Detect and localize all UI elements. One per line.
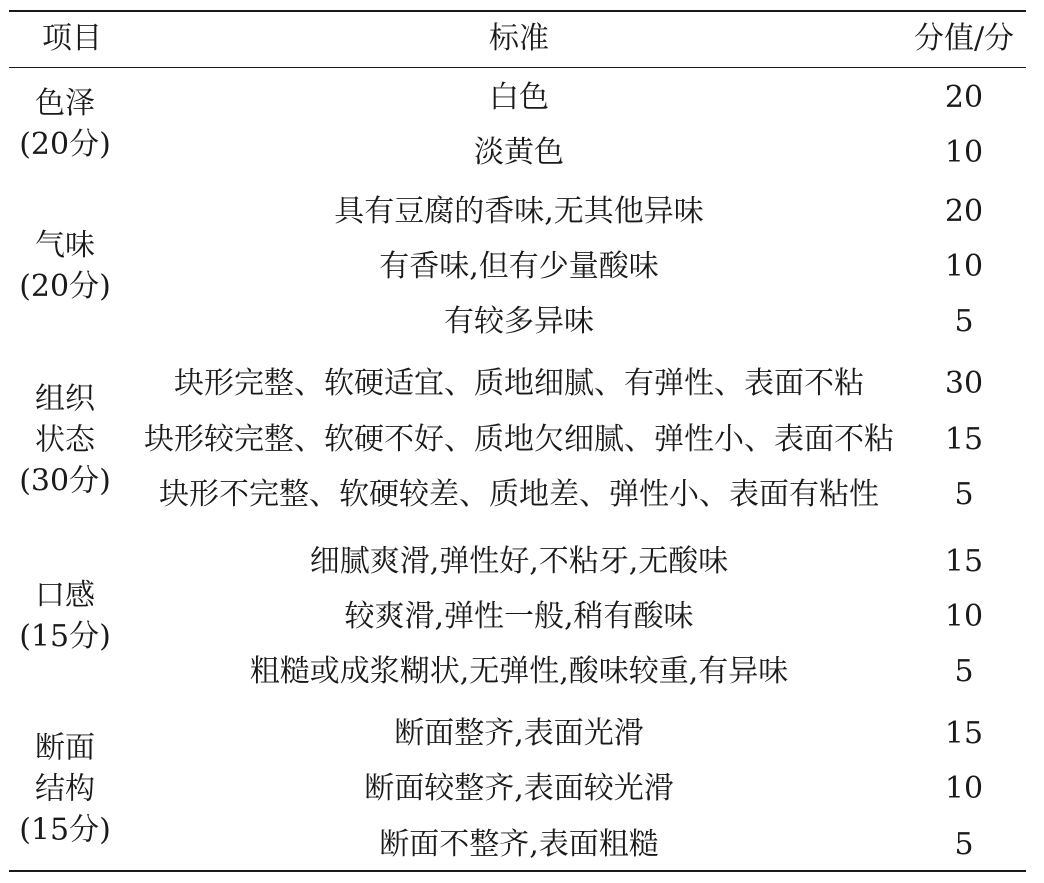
category-label: (15分)	[19, 812, 111, 848]
standard-cell: 具有豆腐的香味,无其他异味	[334, 194, 704, 229]
standard-cell: 细腻爽滑,弹性好,不粘牙,无酸味	[309, 544, 729, 579]
standard-cell: 断面不整齐,表面粗糙	[379, 827, 659, 862]
score-cell: 5	[954, 304, 974, 339]
score-cell: 10	[944, 249, 984, 284]
category-label: 状态	[35, 422, 95, 458]
standard-cell: 淡黄色	[474, 135, 564, 170]
score-cell: 20	[944, 80, 984, 115]
standard-cell: 有较多异味	[444, 304, 594, 339]
category-cell	[19, 379, 111, 502]
category-label: (20分)	[19, 269, 111, 304]
standard-cell: 断面整齐,表面光滑	[394, 716, 644, 751]
category-label: 组织	[35, 381, 95, 417]
score-cell: 20	[944, 194, 984, 229]
category-label: 断面	[35, 730, 95, 766]
score-cell: 30	[944, 366, 984, 401]
score-cell: 10	[944, 135, 984, 170]
header-standard: 标准	[489, 21, 549, 56]
score-cell: 5	[954, 827, 974, 862]
header-item: 项目	[42, 21, 102, 56]
score-cell: 15	[944, 544, 984, 579]
header-rule	[9, 67, 1026, 68]
top-rule	[9, 10, 1026, 12]
score-cell: 5	[954, 654, 974, 689]
category-label: (30分)	[19, 463, 111, 499]
standard-cell: 粗糙或成浆糊状,无弹性,酸味较重,有异味	[249, 654, 789, 689]
score-cell: 10	[944, 599, 984, 634]
category-cell	[19, 83, 111, 165]
category-cell	[19, 575, 111, 657]
category-label: (20分)	[19, 127, 111, 162]
score-cell: 15	[944, 422, 984, 457]
header-score: 分值/分	[913, 21, 1015, 56]
category-label: 气味	[35, 228, 95, 263]
score-cell: 5	[954, 477, 974, 512]
standard-cell: 有香味,但有少量酸味	[379, 249, 659, 284]
score-cell: 10	[944, 771, 984, 806]
bottom-rule	[9, 870, 1026, 872]
category-label: 色泽	[35, 86, 95, 121]
category-cell	[19, 728, 111, 851]
category-label: (15分)	[19, 619, 111, 654]
standard-cell: 断面较整齐,表面较光滑	[364, 771, 674, 806]
standard-cell: 较爽滑,弹性一般,稍有酸味	[344, 599, 694, 634]
standard-cell: 块形不完整、软硬较差、质地差、弹性小、表面有粘性	[159, 477, 879, 512]
standard-cell: 白色	[489, 80, 549, 115]
standard-cell: 块形较完整、软硬不好、质地欠细腻、弹性小、表面不粘	[144, 422, 894, 457]
category-cell	[19, 225, 111, 307]
score-cell: 15	[944, 716, 984, 751]
standard-cell: 块形完整、软硬适宜、质地细腻、有弹性、表面不粘	[174, 366, 864, 401]
category-label: 口感	[35, 578, 95, 613]
category-label: 结构	[35, 771, 95, 807]
